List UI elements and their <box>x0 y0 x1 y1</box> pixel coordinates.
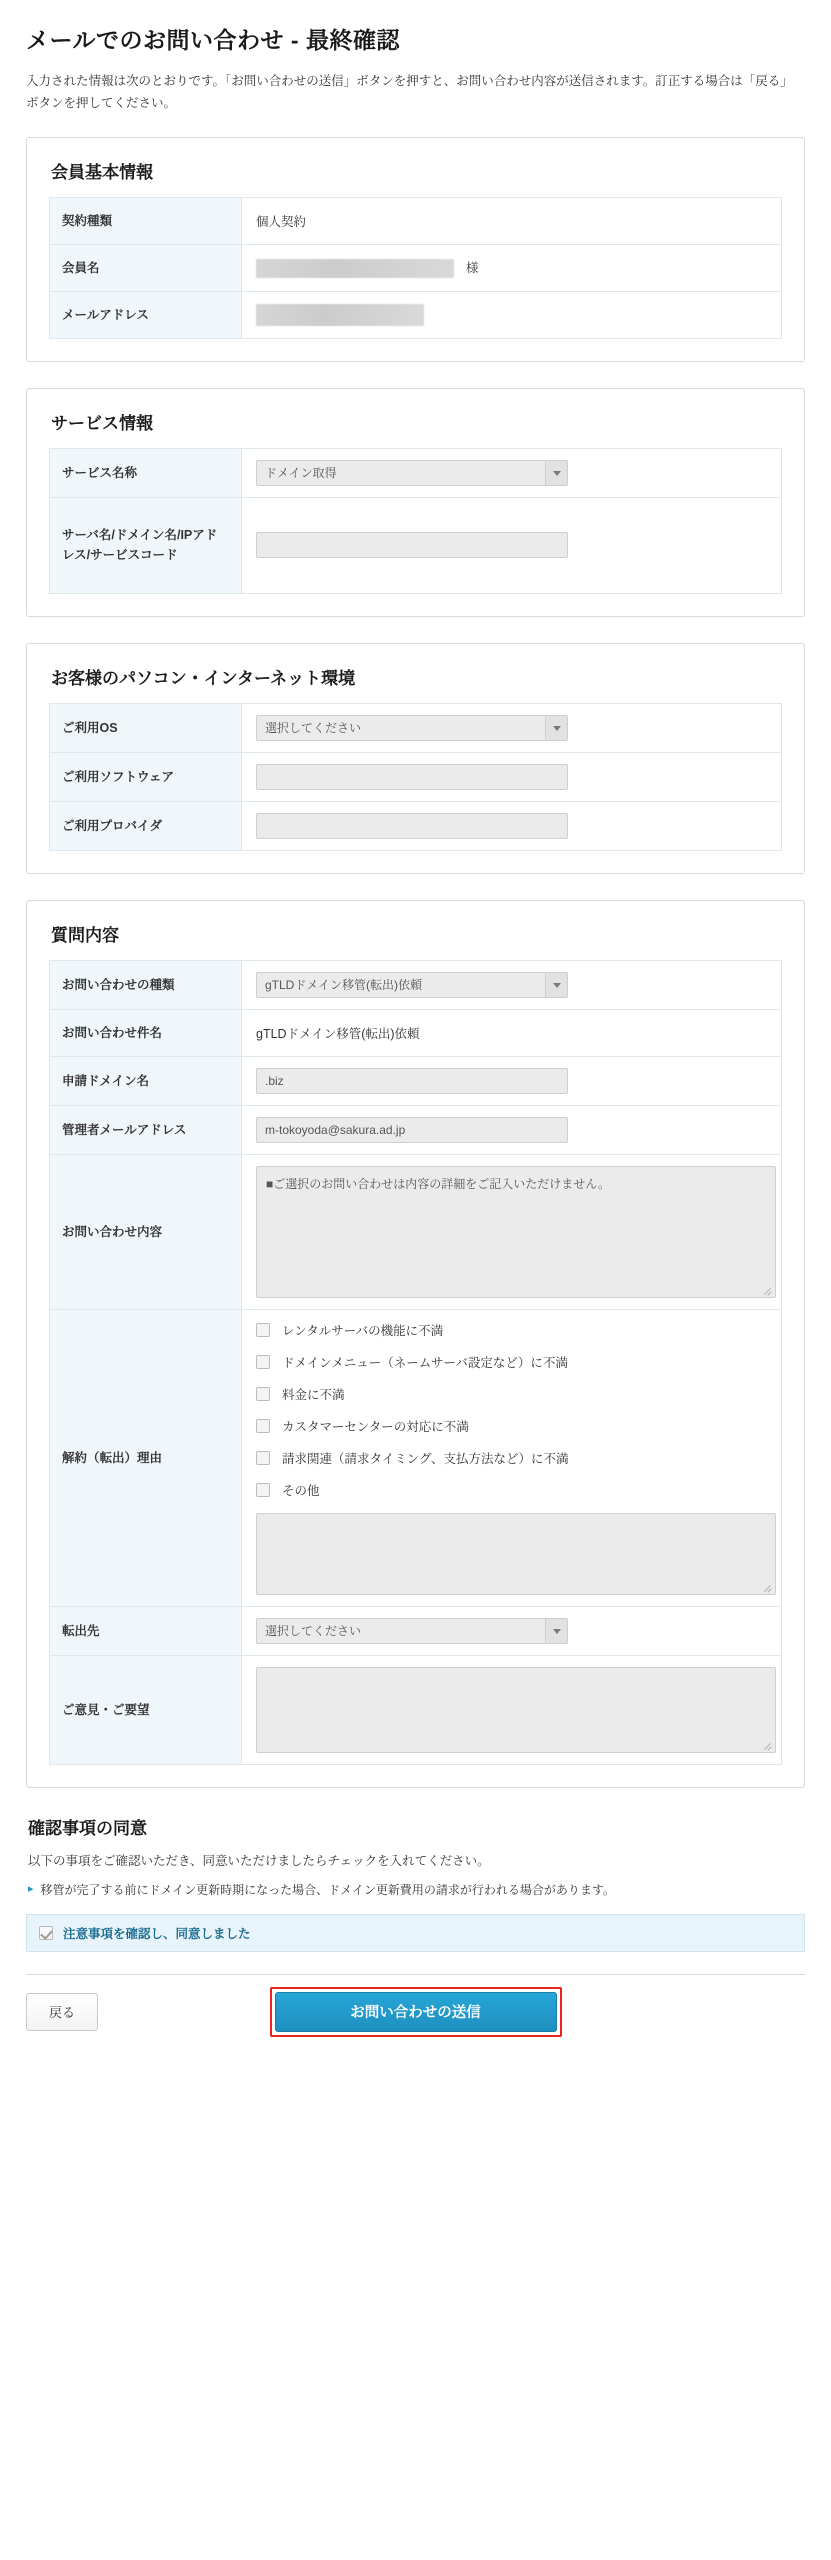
inquiry-subject-value: gTLDドメイン移管(転出)依頼 <box>256 1026 420 1041</box>
checkbox-label-reason-2: 料金に不満 <box>282 1387 345 1402</box>
resize-handle-icon[interactable] <box>763 1285 773 1295</box>
service-identifier-input[interactable] <box>256 532 568 558</box>
row-label-inquiry-content: お問い合わせ内容 <box>50 1154 242 1309</box>
section-environment <box>26 643 805 874</box>
row-label-service-identifier: サーバ名/ドメイン名/IPアドレス/サービスコード <box>50 497 242 593</box>
cancel-reason-free-textarea[interactable] <box>256 1513 776 1595</box>
checkbox-row-reason-4[interactable] <box>256 1449 767 1467</box>
section-title-member: 会員基本情報 <box>51 162 153 182</box>
checkbox-label-reason-1: ドメインメニュー（ネームサーバ設定など）に不満 <box>282 1355 568 1370</box>
resize-handle-icon[interactable] <box>763 1582 773 1592</box>
row-value-inquiry-content <box>242 1154 782 1309</box>
masked-email <box>256 304 424 326</box>
row-label-admin-email: 管理者メールアドレス <box>50 1105 242 1154</box>
agreement-lead-text: 以下の事項をご確認いただき、同意いただけましたらチェックを入れてください。 <box>28 1853 490 1868</box>
row-label-contract-type: 契約種類 <box>50 197 242 244</box>
table-row <box>50 1009 782 1056</box>
checkbox-icon[interactable] <box>256 1419 270 1433</box>
domain-input[interactable]: .biz <box>256 1068 568 1094</box>
section-service-info <box>26 388 805 617</box>
chevron-down-icon <box>545 461 567 485</box>
checkbox-row-reason-1[interactable] <box>256 1353 767 1371</box>
masked-member-name <box>256 259 454 278</box>
chevron-down-icon <box>545 716 567 740</box>
comment-textarea[interactable] <box>256 1667 776 1753</box>
checkbox-label-reason-0: レンタルサーバの機能に不満 <box>282 1323 444 1338</box>
row-label-cancel-reason: 解約（転出）理由 <box>50 1309 242 1606</box>
page-title: メールでのお問い合わせ - 最終確認 <box>26 27 400 53</box>
row-value-inquiry-type <box>242 960 782 1009</box>
table-row <box>50 801 782 850</box>
admin-email-input[interactable]: m-tokoyoda@sakura.ad.jp <box>256 1117 568 1143</box>
table-row <box>50 1309 782 1606</box>
chevron-down-icon <box>545 973 567 997</box>
section-question <box>26 900 805 1788</box>
page-intro: 入力された情報は次のとおりです。「お問い合わせの送信」ボタンを押すと、お問い合わせ内容が送信されます。訂正する場合は「戻る」ボタンを押してください。 <box>26 74 793 110</box>
row-label-os: ご利用OS <box>50 703 242 752</box>
row-value-member-name <box>242 244 782 291</box>
row-label-inquiry-type: お問い合わせの種類 <box>50 960 242 1009</box>
inquiry-content-textarea[interactable] <box>256 1166 776 1298</box>
agreement-note-text: 移管が完了する前にドメイン更新時期になった場合、ドメイン更新費用の請求が行われる場合があります。 <box>40 1882 615 1897</box>
row-value-domain <box>242 1056 782 1105</box>
back-button[interactable]: 戻る <box>26 1993 98 2031</box>
transfer-destination-select[interactable] <box>256 1618 568 1644</box>
inquiry-type-select[interactable] <box>256 972 568 998</box>
checkbox-icon[interactable] <box>256 1483 270 1497</box>
checkbox-icon[interactable] <box>256 1355 270 1369</box>
row-label-service-name: サービス名称 <box>50 448 242 497</box>
member-name-suffix: 様 <box>466 260 479 275</box>
row-value-provider <box>242 801 782 850</box>
table-row <box>50 197 782 244</box>
transfer-destination-selected-value: 選択してください <box>265 1623 362 1638</box>
contract-type-value: 個人契約 <box>256 214 307 229</box>
row-value-inquiry-subject <box>242 1009 782 1056</box>
table-row <box>50 448 782 497</box>
section-title-service: サービス情報 <box>51 413 153 433</box>
row-value-comment <box>242 1655 782 1764</box>
software-input[interactable] <box>256 764 568 790</box>
agreement-checkbox-label: 注意事項を確認し、同意しました <box>63 1926 251 1941</box>
row-value-software <box>242 752 782 801</box>
checkbox-label-reason-4: 請求関連（請求タイミング、支払方法など）に不満 <box>282 1451 569 1466</box>
checkbox-label-reason-3: カスタマーセンターの対応に不満 <box>282 1419 469 1434</box>
bullet-arrow-icon: ▸ <box>28 1882 34 1895</box>
submit-button-highlight <box>270 1987 562 2037</box>
row-value-email <box>242 291 782 338</box>
environment-table <box>49 703 782 851</box>
row-label-domain: 申請ドメイン名 <box>50 1056 242 1105</box>
row-value-os <box>242 703 782 752</box>
table-row <box>50 497 782 593</box>
row-label-email: メールアドレス <box>50 291 242 338</box>
os-selected-value: 選択してください <box>265 720 362 735</box>
section-member-info <box>26 137 805 362</box>
checkbox-row-reason-5[interactable] <box>256 1481 767 1499</box>
os-select[interactable] <box>256 715 568 741</box>
row-value-transfer-destination <box>242 1606 782 1655</box>
row-value-service-identifier <box>242 497 782 593</box>
section-title-question: 質問内容 <box>51 925 119 945</box>
table-row <box>50 244 782 291</box>
submit-inquiry-button[interactable]: お問い合わせの送信 <box>275 1992 557 2032</box>
service-info-table <box>49 448 782 594</box>
service-name-selected-value: ドメイン取得 <box>265 465 337 480</box>
agreement-checkbox-row[interactable] <box>26 1914 805 1952</box>
table-row <box>50 1105 782 1154</box>
row-value-cancel-reason <box>242 1309 782 1606</box>
row-value-service-name <box>242 448 782 497</box>
member-info-table <box>49 197 782 339</box>
row-value-admin-email <box>242 1105 782 1154</box>
section-agreement <box>26 1814 805 1952</box>
row-label-comment: ご意見・ご要望 <box>50 1655 242 1764</box>
question-table <box>49 960 782 1765</box>
table-row <box>50 703 782 752</box>
checkbox-icon-agreement[interactable] <box>39 1926 53 1940</box>
row-label-transfer-destination: 転出先 <box>50 1606 242 1655</box>
row-value-contract-type <box>242 197 782 244</box>
checkbox-icon[interactable] <box>256 1451 270 1465</box>
table-row <box>50 1655 782 1764</box>
checkbox-icon[interactable] <box>256 1387 270 1401</box>
row-label-software: ご利用ソフトウェア <box>50 752 242 801</box>
checkbox-row-reason-0[interactable] <box>256 1321 767 1339</box>
row-label-member-name: 会員名 <box>50 244 242 291</box>
provider-input[interactable] <box>256 813 568 839</box>
service-name-select[interactable] <box>256 460 568 486</box>
checkbox-row-reason-3[interactable] <box>256 1417 767 1435</box>
checkbox-icon[interactable] <box>256 1323 270 1337</box>
chevron-down-icon <box>545 1619 567 1643</box>
table-row <box>50 752 782 801</box>
table-row <box>50 1056 782 1105</box>
checkbox-row-reason-2[interactable] <box>256 1385 767 1403</box>
resize-handle-icon[interactable] <box>763 1740 773 1750</box>
section-title-agreement: 確認事項の同意 <box>28 1818 147 1838</box>
row-label-provider: ご利用プロバイダ <box>50 801 242 850</box>
table-row <box>50 1606 782 1655</box>
inquiry-content-value: ■ご選択のお問い合わせは内容の詳細をご記入いただけません。 <box>266 1176 610 1191</box>
footer-actions <box>26 1974 805 2057</box>
checkbox-label-reason-5: その他 <box>282 1483 320 1498</box>
table-row <box>50 291 782 338</box>
agreement-note <box>28 1881 805 1900</box>
table-row <box>50 1154 782 1309</box>
inquiry-type-selected-value: gTLDドメイン移管(転出)依頼 <box>265 977 422 992</box>
row-label-inquiry-subject: お問い合わせ件名 <box>50 1009 242 1056</box>
section-title-environment: お客様のパソコン・インターネット環境 <box>51 668 356 688</box>
table-row <box>50 960 782 1009</box>
